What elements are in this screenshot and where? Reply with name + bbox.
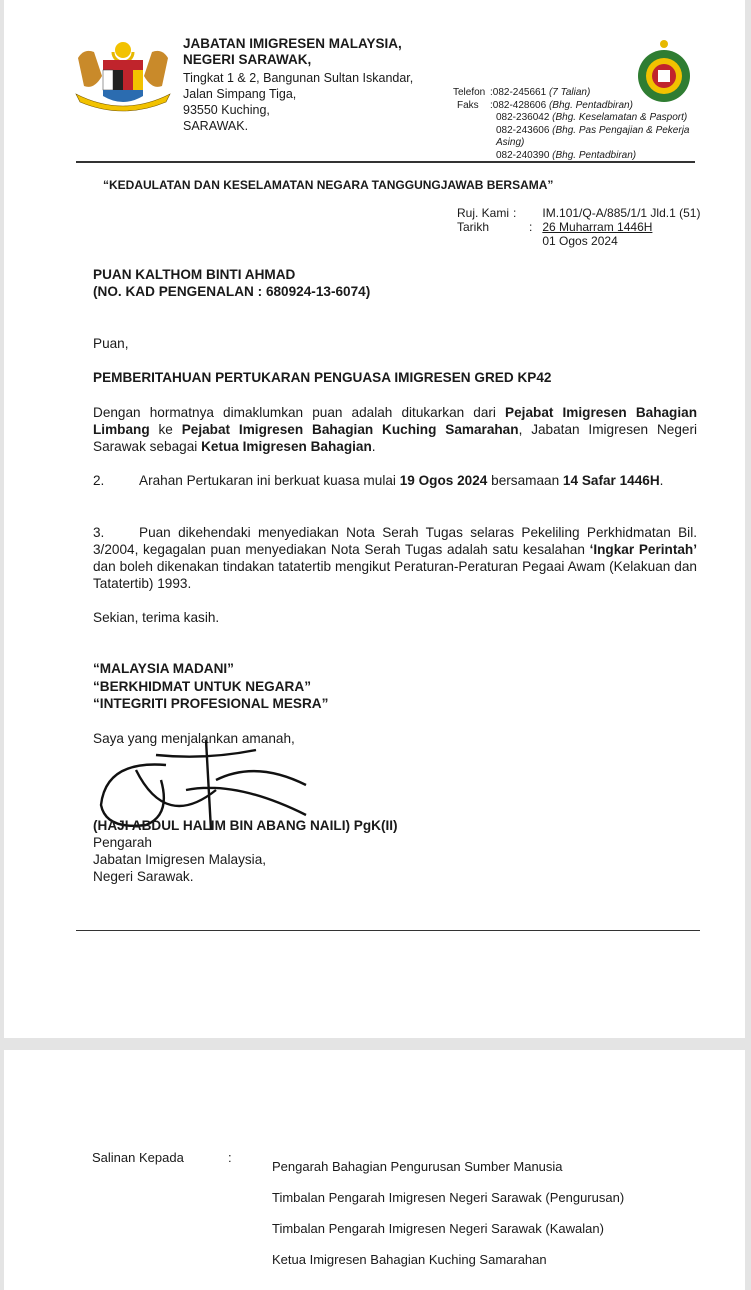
copies-colon: : xyxy=(228,1150,232,1165)
recipient-name: PUAN KALTHOM BINTI AHMAD xyxy=(93,267,296,282)
paragraph-3: 3. Puan dikehendaki menyediakan Nota Serah Tugas selaras Pekeliling Perkhidmatan Bil. 3/2004, kegagalan puan menyediakan Nota Serah Tugas adalah satu kesalahan ‘Ingkar Perintah’ dan boleh dikenakan tindakan tatatertib mengikut Peraturan-Peraturan Pegaai Awam (Kelakuan dan Tatatertib) 1993. xyxy=(93,525,697,591)
org-name: JABATAN IMIGRESEN MALAYSIA, xyxy=(183,36,402,51)
address-line: Jalan Simpang Tiga, xyxy=(183,87,297,101)
paragraph-2: 2. Arahan Pertukaran ini berkuat kuasa mulai 19 Ogos 2024 bersamaan 14 Safar 1446H. xyxy=(93,473,664,488)
letterhead-address xyxy=(183,70,413,134)
slogan: “BERKHIDMAT UNTUK NEGARA” xyxy=(93,678,311,694)
copies-list xyxy=(272,1151,624,1275)
letterhead-org xyxy=(183,36,402,68)
faks-label: Faks xyxy=(457,99,479,111)
faks-number: 082-240390 xyxy=(496,149,550,161)
copy-recipient: Ketua Imigresen Bahagian Kuching Samarahan xyxy=(272,1252,547,1267)
telefon-number: 082-245661 xyxy=(492,87,547,98)
slogan: “INTEGRITI PROFESIONAL MESRA” xyxy=(93,696,329,711)
contact-block: Telefon :082-245661 (7 Talian) Faks :082-428606 (Bhg. Pentadbiran) 082-236042 (Bhg. Keselamatan & Pasport) 082-243606 (Bhg. Pas Pengajian & Pekerja Asing) 082-240390 (Bhg. Pentadbiran) xyxy=(453,87,690,161)
tarikh-hijri: 26 Muharram 1446H xyxy=(542,220,653,234)
copy-recipient: Timbalan Pengarah Imigresen Negeri Sarawak (Pengurusan) xyxy=(272,1190,625,1205)
telefon-note: (7 Talian) xyxy=(548,87,591,98)
header-divider xyxy=(76,161,695,163)
faks-note: (Bhg. Pentadbiran) xyxy=(552,149,637,161)
copy-recipient: Pengarah Bahagian Pengurusan Sumber Manusia xyxy=(272,1159,563,1174)
copy-recipient: Timbalan Pengarah Imigresen Negeri Sarawak (Kawalan) xyxy=(272,1221,604,1236)
address-line: SARAWAK. xyxy=(183,119,249,133)
coat-of-arms-logo xyxy=(70,38,176,112)
faks-note: (Bhg. Pas Pengajian & Pekerja Asing) xyxy=(496,124,690,148)
letter-page-1 xyxy=(4,0,745,1038)
faks-note: (Bhg. Pentadbiran) xyxy=(548,99,633,111)
signatory-state: Negeri Sarawak. xyxy=(93,869,194,884)
slogans xyxy=(93,660,697,713)
signatory-title: Pengarah xyxy=(93,835,152,850)
letter-page-2 xyxy=(4,1050,745,1290)
faks-number: 082-428606 xyxy=(492,99,547,111)
ruj-value: IM.101/Q-A/885/1/1 Jld.1 (51) xyxy=(542,206,701,220)
address-line: Tingkat 1 & 2, Bangunan Sultan Iskandar, xyxy=(183,71,414,85)
footer-divider xyxy=(76,930,700,931)
salutation: Puan, xyxy=(93,336,129,351)
faks-note: (Bhg. Keselamatan & Pasport) xyxy=(552,112,688,123)
closing: Sekian, terima kasih. xyxy=(93,610,220,625)
faks-number: 082-243606 xyxy=(496,124,550,136)
signatory-name: (HAJI ABDUL HALIM BIN ABANG NAILI) PgK(II) xyxy=(93,818,398,833)
sign-off: Saya yang menjalankan amanah, xyxy=(93,731,295,746)
paragraph-1: Dengan hormatnya dimaklumkan puan adalah ditukarkan dari Pejabat Imigresen Bahagian Limbang ke Pejabat Imigresen Bahagian Kuching Samarahan, Jabatan Imigresen Negeri Sarawak sebagai Ketua Imigresen Bahagian. xyxy=(93,405,698,454)
ruj-label: Ruj. Kami xyxy=(457,206,510,220)
tarikh-label: Tarikh xyxy=(457,220,490,234)
copies-label: Salinan Kepada xyxy=(92,1150,184,1165)
subject: PEMBERITAHUAN PERTUKARAN PENGUASA IMIGRESEN GRED KP42 xyxy=(93,370,552,385)
faks-number: 082-236042 xyxy=(496,112,550,123)
address-line: 93550 Kuching, xyxy=(183,103,270,117)
slogan: “MALAYSIA MADANI” xyxy=(93,661,234,676)
signatory-dept: Jabatan Imigresen Malaysia, xyxy=(93,852,267,867)
recipient-ic: (NO. KAD PENGENALAN : 680924-13-6074) xyxy=(93,284,371,299)
national-motto: “KEDAULATAN DAN KESELAMATAN NEGARA TANGGUNGJAWAB BERSAMA” xyxy=(103,178,554,192)
org-state: NEGERI SARAWAK, xyxy=(183,52,312,67)
tarikh-masihi: 01 Ogos 2024 xyxy=(542,234,618,248)
recipient-block xyxy=(93,266,697,300)
signatory-block xyxy=(93,817,697,885)
telefon-label: Telefon xyxy=(453,87,486,98)
reference-block: Ruj. Kami : IM.101/Q-A/885/1/1 Jld.1 (51) Tarikh : 26 Muharram 1446H 01 Ogos 2024 xyxy=(457,206,704,248)
